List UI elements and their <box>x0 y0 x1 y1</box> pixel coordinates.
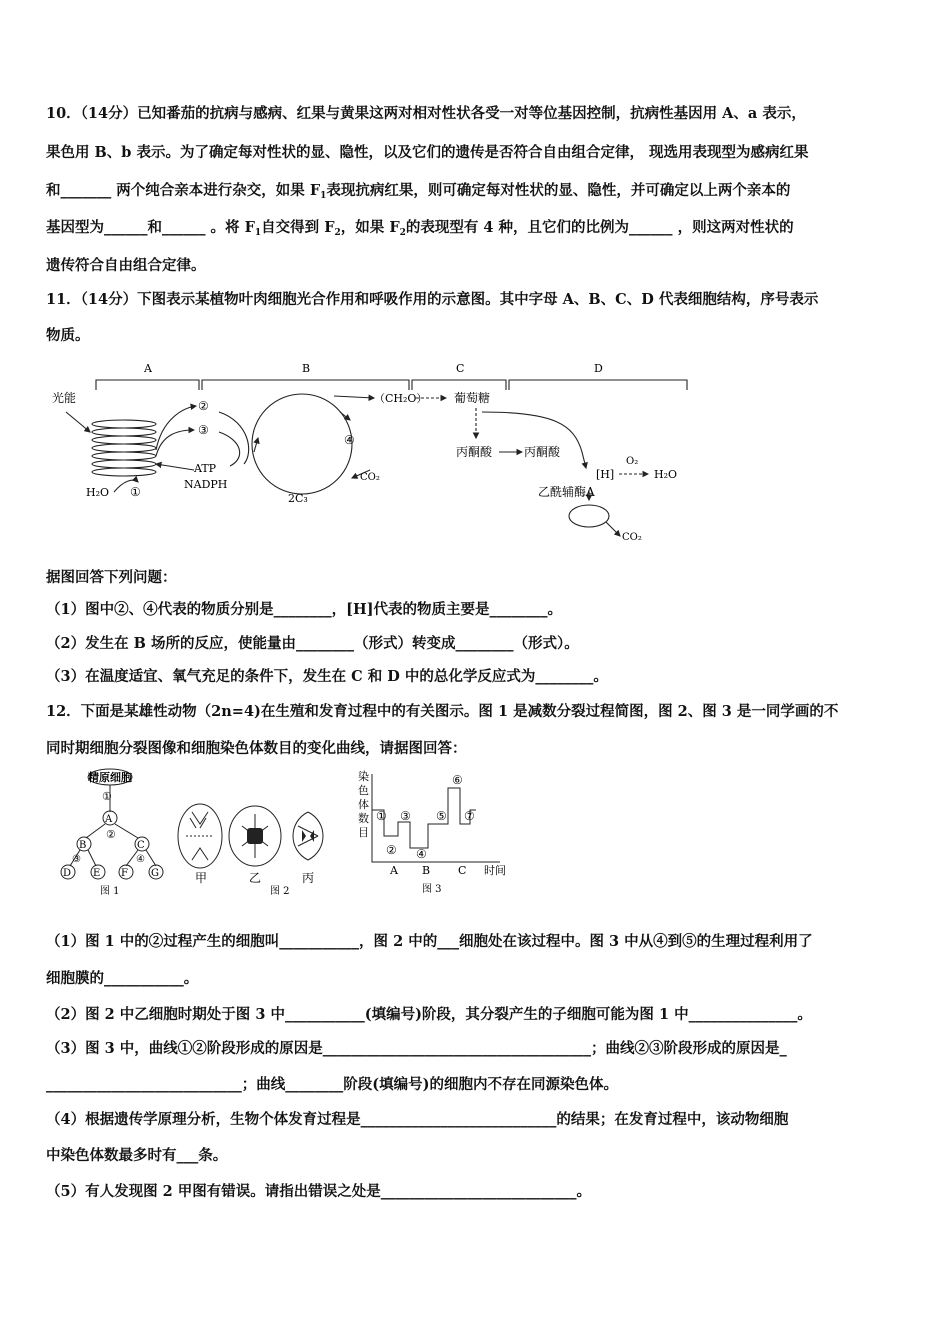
o2-label: O₂ <box>626 456 639 467</box>
fig2-yi-label: 乙 <box>249 871 262 885</box>
label-b: B <box>302 362 311 375</box>
label-c: C <box>456 362 465 375</box>
fig1-step-4: ④ <box>136 854 145 865</box>
meiosis-figures <box>50 766 520 901</box>
subscript: 2 <box>399 228 406 238</box>
fig3-ylabel-1: 染 <box>358 770 369 783</box>
subscript: 2 <box>334 228 341 238</box>
fig3-ylabel-4: 数 <box>358 812 369 825</box>
q10-line-1: 10．（14分）已知番茄的抗病与感病、红果与黄果这两对相对性状各受一对等位基因控制，抗病性基因用 A、a 表示， <box>46 105 806 122</box>
q12-sub-2: （2）图 2 中乙细胞时期处于图 3 中___________(填编号)阶段，其分裂产生的子细胞可能为图 1 中_______________。 <box>46 1006 812 1023</box>
fig3-period-c: C <box>458 864 467 877</box>
fig1-cell-f: F <box>121 868 128 879</box>
fig3-stage-5: ⑤ <box>436 809 447 823</box>
q12-line-1: 12．下面是某雄性动物（2n=4)在生殖和发育过程中的有关图示。图 1 是减数分裂过程简图，图 2、图 3 是一同学画的不 <box>46 703 839 720</box>
fig3-stage-6: ⑥ <box>452 773 463 787</box>
substance-1-label: ① <box>130 485 141 499</box>
fig1-cell-c: C <box>137 840 145 851</box>
q12-sub-3a: （3）图 3 中，曲线①②阶段形成的原因是_____________________________________；曲线②③阶段形成的原因是_ <box>46 1040 787 1057</box>
fig1-cell-a: A <box>105 814 113 825</box>
fig3-ylabel-5: 目 <box>358 826 369 839</box>
q10-line-3a: 和_______ 两个纯合亲本进行杂交，如果 F <box>46 182 321 199</box>
fig3-stage-1: ① <box>376 809 387 823</box>
q10-line-4d: 的表现型有 4 种，且它们的比例为______ ，则这两对性状的 <box>405 219 794 236</box>
substance-3-label: ③ <box>198 423 209 437</box>
q12-sub-1a: （1）图 1 中的②过程产生的细胞叫___________，图 2 中的___细胞处在该过程中。图 3 中从④到⑤的生理过程利用了 <box>46 933 813 950</box>
fig3-period-a: A <box>390 864 398 877</box>
fig1-step-3: ③ <box>72 854 81 865</box>
q10-line-4c: ，如果 F <box>340 219 400 236</box>
pyruvate-label-1: 丙酮酸 <box>456 445 493 459</box>
q10-line-3b: 表现抗病红果，则可确定每对性状的显、隐性，并可确定以上两个亲本的 <box>326 182 791 199</box>
acetyl-coa-label: 乙酰辅酶A <box>538 485 595 499</box>
fig3-caption: 图 3 <box>422 884 442 895</box>
fig3-period-b: B <box>422 864 431 877</box>
substance-2-label: ② <box>198 399 209 413</box>
q10-line-4b: 自交得到 F <box>261 219 335 236</box>
c3-label: 2C₃ <box>288 492 308 505</box>
subscript: 1 <box>320 191 327 201</box>
h-label: [H] <box>596 468 615 481</box>
q12-sub-1b: 细胞膜的___________。 <box>46 970 199 987</box>
q10-line-2: 果色用 B、b 表示。为了确定每对性状的显、隐性，以及它们的遗传是否符合自由组合定律， 现选用表现型为感病红果 <box>46 144 809 161</box>
h2o-label: H₂O <box>86 486 110 499</box>
q11-sub-2: （2）发生在 B 场所的反应，使能量由________（形式）转变成________（形式）。 <box>46 635 579 652</box>
glucose-label: 葡萄糖 <box>454 391 491 405</box>
fig1-cell-e: E <box>93 868 101 879</box>
co2-label: CO₂ <box>360 472 380 483</box>
q10-line-4a: 基因型为______和______ 。将 F <box>46 219 255 236</box>
fig1-cell-g: G <box>151 868 159 879</box>
q10-line-4 <box>46 216 794 238</box>
q12-sub-4b: 中染色体数最多时有___条。 <box>46 1147 228 1164</box>
ch2o-label: （CH₂O） <box>374 392 428 405</box>
photosynthesis-respiration-diagram <box>44 352 694 552</box>
light-energy-label: 光能 <box>52 391 77 405</box>
fig1-cell-d: D <box>63 868 72 879</box>
nadph-label: NADPH <box>184 478 228 491</box>
q11-line-2: 物质。 <box>46 327 90 344</box>
fig2-jia-label: 甲 <box>195 871 208 885</box>
fig1-step-1: ① <box>102 790 112 803</box>
fig3-x-axis-label: 时间 <box>484 864 506 877</box>
fig3-stage-2: ② <box>386 843 397 857</box>
fig1-step-2: ② <box>106 828 116 841</box>
fig3-ylabel-3: 体 <box>358 798 369 811</box>
label-d: D <box>594 362 603 375</box>
q12-sub-3b: ___________________________；曲线________阶段(填编号)的细胞内不存在同源染色体。 <box>46 1076 618 1093</box>
q12-sub-4a: （4）根据遗传学原理分析，生物个体发育过程是___________________________的结果；在发育过程中，该动物细胞 <box>46 1111 789 1128</box>
q10-line-5: 遗传符合自由组合定律。 <box>46 257 206 274</box>
fig1-caption: 图 1 <box>100 886 120 897</box>
fig3-ylabel-2: 色 <box>358 784 369 797</box>
q11-sub-3: （3）在温度适宜、氧气充足的条件下，发生在 C 和 D 中的总化学反应式为________。 <box>46 668 608 685</box>
fig2-caption: 图 2 <box>270 886 290 897</box>
atp-label: ATP <box>194 462 217 475</box>
q11-intro: 据图回答下列问题： <box>46 569 177 586</box>
co2-label-2: CO₂ <box>622 532 642 543</box>
label-a: A <box>144 362 152 375</box>
fig3-stage-7: ⑦ <box>464 809 475 823</box>
fig3-stage-3: ③ <box>400 809 411 823</box>
h2o-label-2: H₂O <box>654 468 678 481</box>
fig1-cell-b: B <box>79 840 87 851</box>
substance-4-label: ④ <box>344 433 355 447</box>
q12-line-2: 同时期细胞分裂图像和细胞染色体数目的变化曲线，请据图回答： <box>46 740 467 757</box>
fig3-stage-4: ④ <box>416 847 427 861</box>
q10-line-3 <box>46 179 790 201</box>
q12-sub-5: （5）有人发现图 2 甲图有错误。请指出错误之处是___________________________。 <box>46 1183 592 1200</box>
subscript: 1 <box>254 228 262 238</box>
q11-line-1: 11．（14分）下图表示某植物叶肉细胞光合作用和呼吸作用的示意图。其中字母 A、B、C、D 代表细胞结构，序号表示 <box>46 291 819 308</box>
fig1-top-label: 精原细胞 <box>88 771 132 784</box>
fig2-bing-label: 丙 <box>302 871 315 885</box>
pyruvate-label-2: 丙酮酸 <box>524 445 561 459</box>
q11-sub-1: （1）图中②、④代表的物质分别是________，[H]代表的物质主要是________。 <box>46 601 563 618</box>
